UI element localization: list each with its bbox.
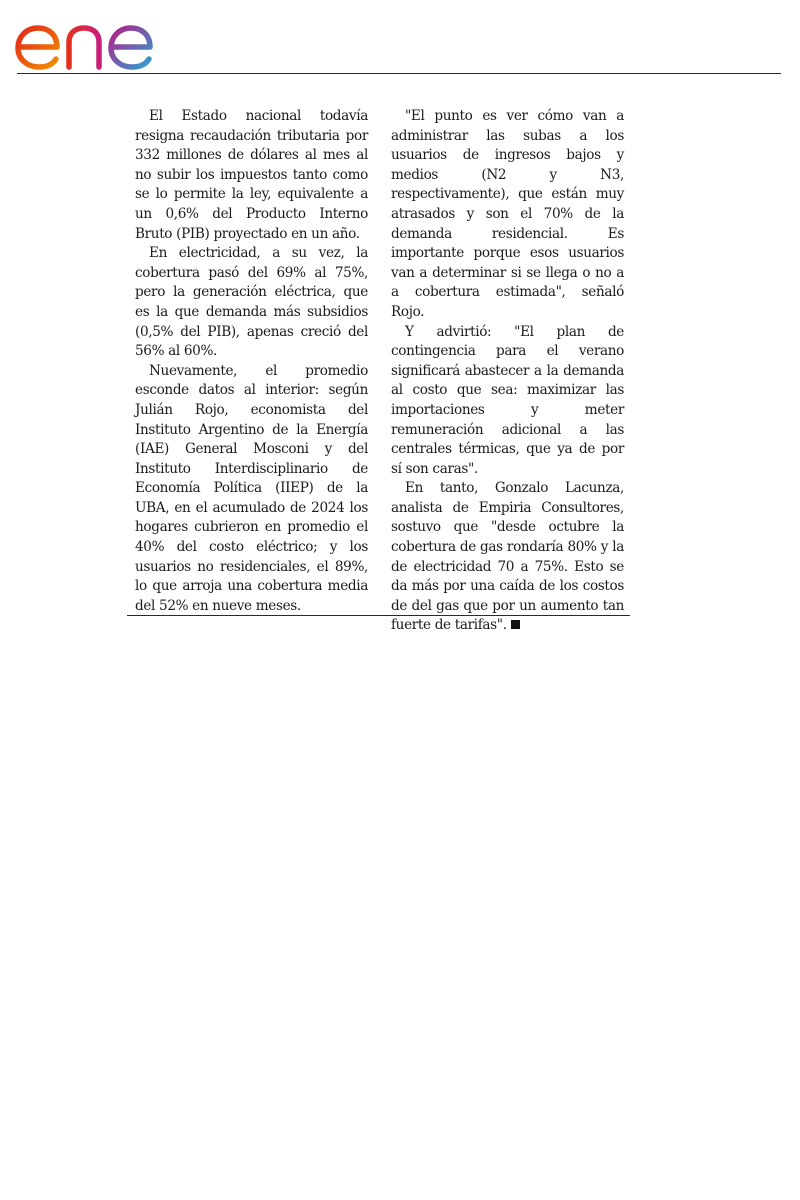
enel-logo [14,6,184,72]
paragraph-text: En tanto, Gonzalo Lacunza, analista de Empiria Consultores, sostuvo que "desde octubre la cobertura de gas rondaría 80% y la de electricidad 70 a 75%. Esto se da más por una caída de los costos de del gas que por un aumento tan fuerte de tarifas". [391,480,624,634]
article-column-right [391,107,624,636]
paragraph: Y advirtió: "El plan de contingencia para el verano significará abastecer a la demanda al costo que sea: maximizar las importaciones y meter remuneración adicional a las centrales térmicas, que ya de por sí son caras". [391,323,624,477]
header-divider [17,73,781,74]
logo-letter-e1 [18,28,57,67]
article-body [135,107,627,634]
logo-letter-n [69,28,99,67]
end-of-article-square-icon [511,620,520,629]
paragraph: Nuevamente, el promedio esconde datos al interior: según Julián Rojo, economista del Instituto Argentino de la Energía (IAE) General Mosconi y del Instituto Interdisciplinario de Economía Política (IIEP) de la UBA, en el acumulado de 2024 los hogares cubrieron en promedio el 40% del costo eléctrico; y los usuarios no residenciales, el 89%, lo que arroja una cobertura media del 52% en nueve meses. [135,362,368,614]
paragraph: "El punto es ver cómo van a administrar las subas a los usuarios de ingresos bajos y medios (N2 y N3, respectivamente), que están muy atrasados y son el 70% de la demanda residencial. Es importante porque esos usuarios van a determinar si se llega o no a a cobertura estimada", señaló Rojo. [391,108,624,320]
paragraph-last [391,479,624,636]
article-bottom-divider [127,615,630,616]
logo-letter-e2 [111,28,150,67]
paragraph: En electricidad, a su vez, la cobertura pasó del 69% al 75%, pero la generación eléctrica, que es la que demanda más subsidios (0,5% del PIB), apenas creció del 56% al 60%. [135,245,368,360]
article-column-left [135,107,368,616]
paragraph: El Estado nacional todavía resigna recaudación tributaria por 332 millones de dólares al mes al no subir los impuestos tanto como se lo permite la ley, equivalente a un 0,6% del Producto Interno Bruto (PIB) proyectado en un año. [135,108,368,242]
